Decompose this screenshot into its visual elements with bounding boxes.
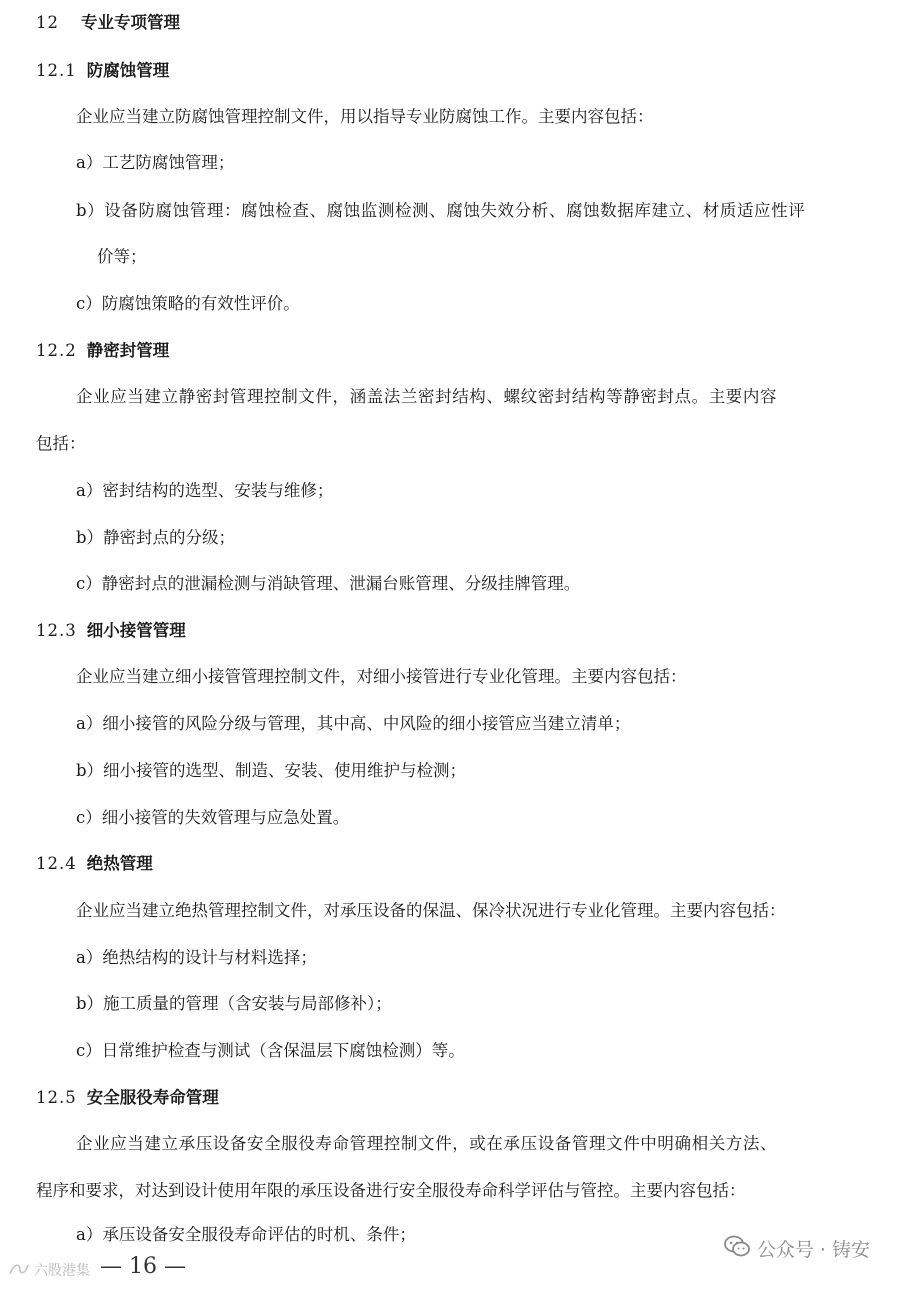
list-item: a）承压设备安全服役寿命评估的时机、条件； [76, 1225, 416, 1244]
paragraph-line: 程序和要求，对达到设计使用年限的承压设备进行安全服役寿命科学评估与管控。主要内容包括： [36, 1181, 746, 1200]
watermark-right-text: 公众号 · 铸安 [756, 1239, 870, 1261]
list-item-continuation: 价等； [97, 247, 147, 266]
paragraph-line: 企业应当建立绝热管理控制文件，对承压设备的保温、保冷状况进行专业化管理。主要内容包括： [76, 901, 786, 920]
list-item: a）绝热结构的设计与材料选择； [76, 948, 317, 967]
page-footer [0, 1239, 900, 1284]
list-item: c）细小接管的失效管理与应急处置。 [76, 808, 350, 827]
list-item: a）细小接管的风险分级与管理，其中高、中风险的细小接管应当建立清单； [76, 714, 631, 733]
section-number: 12 [36, 13, 59, 32]
subsection-title: 细小接管管理 [86, 621, 186, 640]
paragraph-line: 企业应当建立防腐蚀管理控制文件，用以指导专业防腐蚀工作。主要内容包括： [76, 107, 654, 126]
list-item: c）静密封点的泄漏检测与消缺管理、泄漏台账管理、分级挂牌管理。 [76, 574, 581, 593]
list-item: b）施工质量的管理（含安装与局部修补）； [76, 994, 392, 1013]
subsection-title: 防腐蚀管理 [86, 61, 170, 80]
paragraph-line: 企业应当建立细小接管管理控制文件，对细小接管进行专业化管理。主要内容包括： [76, 667, 687, 686]
subsection-heading [36, 1087, 219, 1109]
subsection-title: 绝热管理 [86, 854, 153, 873]
section-heading [36, 12, 180, 34]
subsection-number: 12.2 [36, 341, 77, 360]
list-item: a）工艺防腐蚀管理； [76, 153, 235, 172]
subsection-title: 静密封管理 [86, 341, 170, 360]
list-item: a）密封结构的选型、安装与维修； [76, 481, 334, 500]
section-title: 专业专项管理 [81, 13, 180, 32]
subsection-heading [36, 340, 169, 362]
list-item: b）细小接管的选型、制造、安装、使用维护与检测； [76, 761, 467, 780]
spark-icon [8, 1261, 30, 1281]
watermark-right [723, 1234, 870, 1263]
wechat-icon [723, 1234, 751, 1263]
paragraph-line: 包括： [36, 434, 86, 453]
watermark-left [8, 1260, 90, 1281]
list-item: b）静密封点的分级； [76, 528, 236, 547]
watermark-left-text: 六股港集 [34, 1263, 90, 1279]
page-number: — 16 — [100, 1254, 186, 1279]
subsection-number: 12.5 [36, 1088, 77, 1107]
subsection-number: 12.1 [36, 61, 77, 80]
subsection-heading [36, 853, 153, 875]
list-item: c）日常维护检查与测试（含保温层下腐蚀检测）等。 [76, 1041, 465, 1060]
paragraph-line: 企业应当建立承压设备安全服役寿命管理控制文件，或在承压设备管理文件中明确相关方法、 [76, 1134, 778, 1153]
subsection-heading [36, 620, 186, 642]
list-item: b）设备防腐蚀管理：腐蚀检查、腐蚀监测检测、腐蚀失效分析、腐蚀数据库建立、材质适应性评 [76, 201, 806, 220]
list-item: c）防腐蚀策略的有效性评价。 [76, 294, 300, 313]
subsection-number: 12.4 [36, 854, 77, 873]
subsection-title: 安全服役寿命管理 [86, 1088, 219, 1107]
paragraph-line: 企业应当建立静密封管理控制文件，涵盖法兰密封结构、螺纹密封结构等静密封点。主要内容 [76, 387, 778, 406]
subsection-number: 12.3 [36, 621, 77, 640]
subsection-heading [36, 60, 169, 82]
